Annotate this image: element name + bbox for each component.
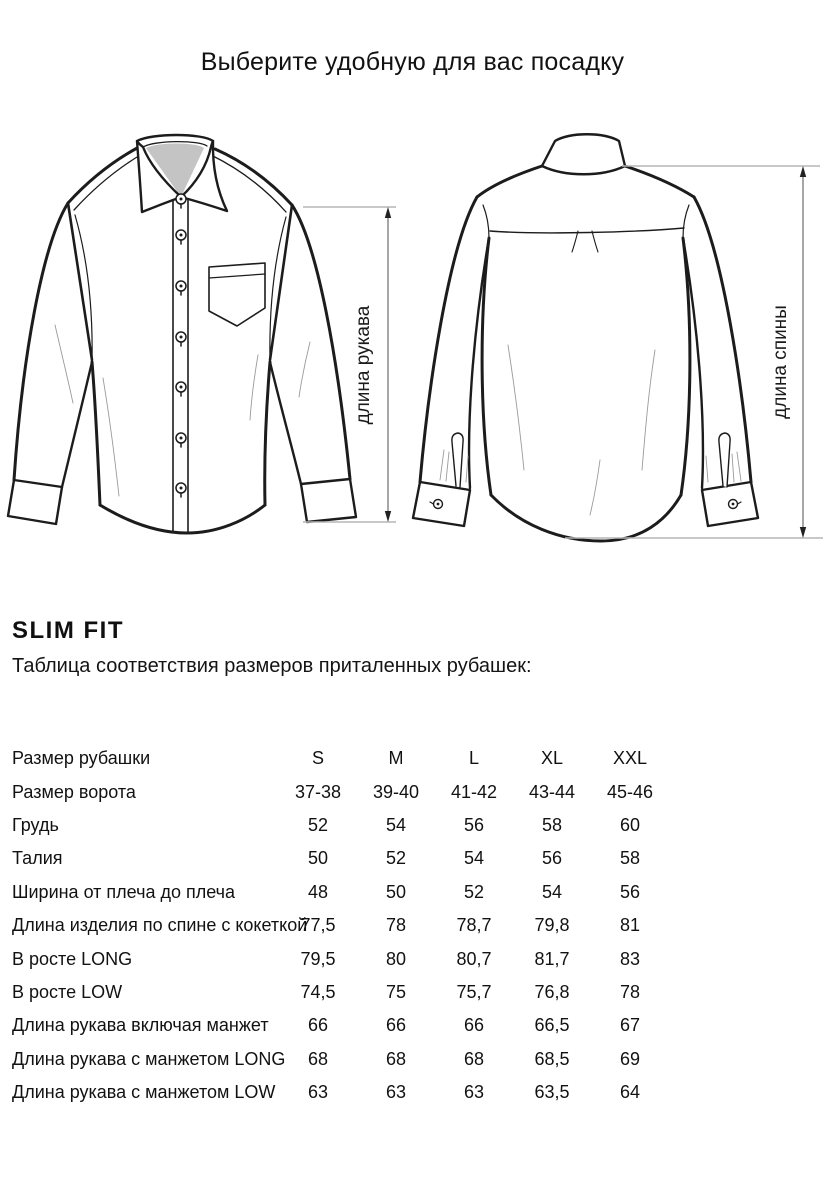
row-value: 48 xyxy=(307,881,329,902)
shirt-diagram xyxy=(0,120,825,572)
row-value: 69 xyxy=(619,1048,641,1069)
back-dimension-label: длина спины xyxy=(770,305,791,419)
row-value: 56 xyxy=(619,881,641,902)
row-value: 68,5 xyxy=(534,1048,570,1069)
row-value: 63 xyxy=(463,1082,485,1103)
collar-back xyxy=(542,134,625,174)
page-title: Выберите удобную для вас посадку xyxy=(200,48,625,76)
row-value: 75,7 xyxy=(456,981,492,1002)
row-value: 54 xyxy=(385,814,407,835)
row-value: 37-38 xyxy=(294,781,342,802)
row-value: 45-46 xyxy=(606,781,654,802)
row-value: 68 xyxy=(463,1048,485,1069)
row-value: 54 xyxy=(541,881,563,902)
row-value: 52 xyxy=(307,814,329,835)
row-value: XL xyxy=(540,748,564,769)
row-label: Длина рукава с манжетом LOW xyxy=(12,1082,276,1103)
size-table-body xyxy=(12,742,669,1109)
row-value: XXL xyxy=(612,748,648,769)
chest-pocket xyxy=(209,263,265,326)
front-dimension-label: длина рукава xyxy=(353,305,374,425)
row-value: 54 xyxy=(463,848,485,869)
row-value: 63 xyxy=(307,1082,329,1103)
row-value: 66 xyxy=(307,1015,329,1036)
row-label: Грудь xyxy=(12,814,59,835)
row-value: L xyxy=(468,748,479,769)
row-label: Длина изделия по спине с кокеткой xyxy=(12,915,308,936)
row-value: 67 xyxy=(619,1015,641,1036)
row-value: 58 xyxy=(541,814,563,835)
front-buttons xyxy=(176,194,186,497)
row-value: 56 xyxy=(541,848,563,869)
arrow-up-icon xyxy=(385,207,391,218)
row-value: 66,5 xyxy=(534,1015,570,1036)
row-value: 52 xyxy=(385,848,407,869)
row-value: 80,7 xyxy=(456,948,492,969)
row-value: 66 xyxy=(463,1015,485,1036)
row-value: S xyxy=(311,748,324,769)
row-value: 78 xyxy=(385,915,407,936)
row-value: 60 xyxy=(619,814,641,835)
button-placket xyxy=(173,200,188,532)
row-value: 78,7 xyxy=(456,915,492,936)
row-value: 75 xyxy=(385,981,407,1002)
row-value: 39-40 xyxy=(372,781,420,802)
row-value: 58 xyxy=(619,848,641,869)
row-value: 64 xyxy=(619,1082,641,1103)
row-label: Ширина от плеча до плеча xyxy=(12,881,236,902)
fit-subtitle: Таблица соответствия размеров приталенных рубашек: xyxy=(12,655,532,677)
arrow-up-icon xyxy=(800,166,806,177)
shirt-back-drawing xyxy=(413,134,758,541)
row-value: 41-42 xyxy=(450,781,498,802)
row-value: 81 xyxy=(619,915,641,936)
row-label: Талия xyxy=(12,848,63,869)
row-label: Размер ворота xyxy=(12,781,136,802)
row-value: 63 xyxy=(385,1082,407,1103)
row-value: 81,7 xyxy=(534,948,570,969)
row-value: 78 xyxy=(619,981,641,1002)
row-value: 56 xyxy=(463,814,485,835)
arrow-down-icon xyxy=(800,527,806,538)
yoke-seam xyxy=(490,228,684,233)
row-value: 68 xyxy=(307,1048,329,1069)
row-value: 76,8 xyxy=(534,981,570,1002)
row-value: 52 xyxy=(463,881,485,902)
row-label: Длина рукава включая манжет xyxy=(12,1015,269,1036)
row-value: 66 xyxy=(385,1015,407,1036)
row-value: M xyxy=(388,748,404,769)
row-value: 74,5 xyxy=(300,981,336,1002)
row-value: 79,8 xyxy=(534,915,570,936)
row-value: 63,5 xyxy=(534,1082,570,1103)
shirt-front-drawing xyxy=(8,135,356,533)
row-value: 50 xyxy=(385,881,407,902)
row-label: Длина рукава с манжетом LONG xyxy=(12,1048,286,1069)
row-value: 77,5 xyxy=(300,915,336,936)
arrow-down-icon xyxy=(385,511,391,522)
row-value: 68 xyxy=(385,1048,407,1069)
row-label: В росте LOW xyxy=(12,981,123,1002)
row-label: Размер рубашки xyxy=(12,748,151,769)
row-value: 80 xyxy=(385,948,407,969)
row-label: В росте LONG xyxy=(12,948,133,969)
row-value: 50 xyxy=(307,848,329,869)
row-value: 43-44 xyxy=(528,781,576,802)
row-value: 79,5 xyxy=(300,948,336,969)
fit-heading: SLIM FIT xyxy=(12,617,124,644)
row-value: 83 xyxy=(619,948,641,969)
